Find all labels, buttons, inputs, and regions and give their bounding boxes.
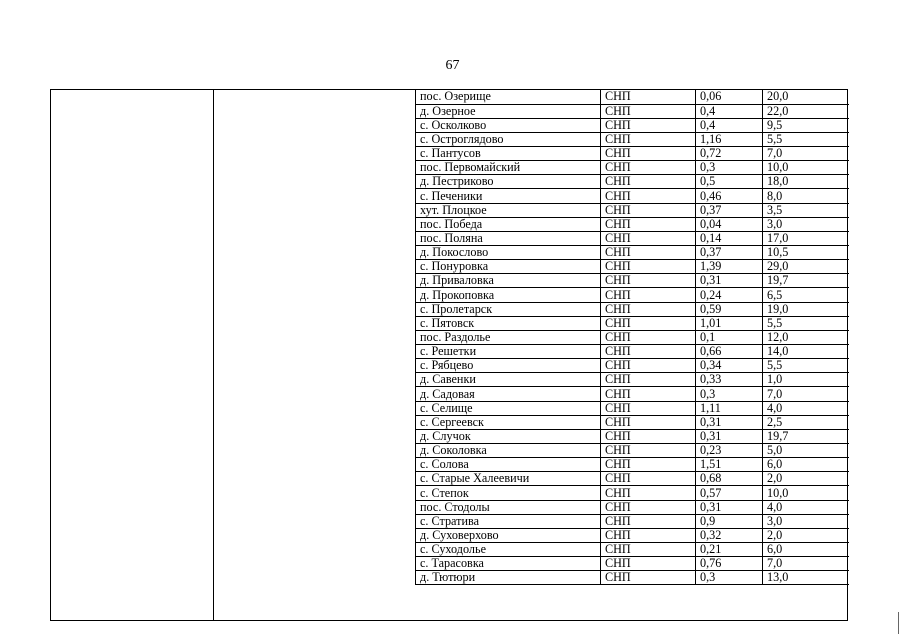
distance-cell: 10,0 [763, 486, 849, 500]
scan-edge-mark [898, 612, 899, 634]
settlement-name-cell: с. Печеники [416, 189, 601, 203]
type-cell: СНП [601, 543, 696, 557]
table-row [416, 246, 849, 260]
type-cell: СНП [601, 217, 696, 231]
type-cell: СНП [601, 444, 696, 458]
area-cell: 0,33 [696, 373, 763, 387]
table-row [416, 514, 849, 528]
table-row [416, 288, 849, 302]
distance-cell: 3,5 [763, 203, 849, 217]
type-cell: СНП [601, 316, 696, 330]
type-cell: СНП [601, 429, 696, 443]
settlement-name-cell: с. Решетки [416, 345, 601, 359]
distance-cell: 4,0 [763, 500, 849, 514]
area-cell: 0,59 [696, 302, 763, 316]
distance-cell: 2,0 [763, 472, 849, 486]
table-row [416, 260, 849, 274]
distance-cell: 5,5 [763, 316, 849, 330]
table-row [416, 147, 849, 161]
area-cell: 1,39 [696, 260, 763, 274]
table-row [416, 217, 849, 231]
type-cell: СНП [601, 231, 696, 245]
type-cell: СНП [601, 90, 696, 104]
table-row [416, 557, 849, 571]
settlement-name-cell: пос. Стодолы [416, 500, 601, 514]
type-cell: СНП [601, 387, 696, 401]
settlement-name-cell: д. Озерное [416, 104, 601, 118]
area-cell: 0,31 [696, 500, 763, 514]
table-row [416, 373, 849, 387]
area-cell: 0,34 [696, 359, 763, 373]
settlement-name-cell: с. Пятовск [416, 316, 601, 330]
table-row [416, 302, 849, 316]
settlement-name-cell: пос. Победа [416, 217, 601, 231]
type-cell: СНП [601, 288, 696, 302]
settlement-name-cell: пос. Поляна [416, 231, 601, 245]
area-cell: 0,31 [696, 415, 763, 429]
table-row [416, 429, 849, 443]
settlement-name-cell: пос. Озерище [416, 90, 601, 104]
table-row [416, 528, 849, 542]
type-cell: СНП [601, 359, 696, 373]
area-cell: 0,4 [696, 104, 763, 118]
table-row [416, 118, 849, 132]
distance-cell: 5,0 [763, 444, 849, 458]
table-row [416, 444, 849, 458]
distance-cell: 17,0 [763, 231, 849, 245]
settlement-name-cell: д. Садовая [416, 387, 601, 401]
area-cell: 1,01 [696, 316, 763, 330]
type-cell: СНП [601, 345, 696, 359]
type-cell: СНП [601, 373, 696, 387]
area-cell: 0,37 [696, 203, 763, 217]
settlement-name-cell: с. Суходолье [416, 543, 601, 557]
column-divider [213, 90, 214, 620]
distance-cell: 4,0 [763, 401, 849, 415]
type-cell: СНП [601, 528, 696, 542]
distance-cell: 1,0 [763, 373, 849, 387]
area-cell: 0,31 [696, 429, 763, 443]
settlement-name-cell: д. Соколовка [416, 444, 601, 458]
type-cell: СНП [601, 472, 696, 486]
area-cell: 0,23 [696, 444, 763, 458]
table-row [416, 316, 849, 330]
distance-cell: 6,0 [763, 543, 849, 557]
type-cell: СНП [601, 486, 696, 500]
distance-cell: 7,0 [763, 557, 849, 571]
table-row [416, 472, 849, 486]
settlement-name-cell: д. Пестриково [416, 175, 601, 189]
table-row [416, 90, 849, 104]
type-cell: СНП [601, 458, 696, 472]
settlement-name-cell: с. Рябцево [416, 359, 601, 373]
table-row [416, 104, 849, 118]
area-cell: 0,1 [696, 330, 763, 344]
type-cell: СНП [601, 330, 696, 344]
area-cell: 0,66 [696, 345, 763, 359]
page-number: 67 [445, 58, 460, 73]
type-cell: СНП [601, 302, 696, 316]
area-cell: 0,21 [696, 543, 763, 557]
distance-cell: 3,0 [763, 514, 849, 528]
area-cell: 1,16 [696, 132, 763, 146]
table-row [416, 189, 849, 203]
type-cell: СНП [601, 260, 696, 274]
type-cell: СНП [601, 500, 696, 514]
distance-cell: 19,7 [763, 274, 849, 288]
area-cell: 0,06 [696, 90, 763, 104]
table-row [416, 330, 849, 344]
distance-cell: 19,7 [763, 429, 849, 443]
settlement-name-cell: хут. Плоцкое [416, 203, 601, 217]
distance-cell: 5,5 [763, 359, 849, 373]
type-cell: СНП [601, 557, 696, 571]
settlement-name-cell: с. Остроглядово [416, 132, 601, 146]
settlement-name-cell: с. Старые Халеевичи [416, 472, 601, 486]
area-cell: 1,51 [696, 458, 763, 472]
distance-cell: 2,0 [763, 528, 849, 542]
area-cell: 0,72 [696, 147, 763, 161]
type-cell: СНП [601, 274, 696, 288]
distance-cell: 3,0 [763, 217, 849, 231]
area-cell: 0,46 [696, 189, 763, 203]
distance-cell: 19,0 [763, 302, 849, 316]
settlement-name-cell: д. Тютюри [416, 571, 601, 585]
type-cell: СНП [601, 514, 696, 528]
type-cell: СНП [601, 161, 696, 175]
type-cell: СНП [601, 132, 696, 146]
distance-cell: 29,0 [763, 260, 849, 274]
area-cell: 0,37 [696, 246, 763, 260]
distance-cell: 6,5 [763, 288, 849, 302]
settlement-name-cell: д. Савенки [416, 373, 601, 387]
settlement-name-cell: с. Степок [416, 486, 601, 500]
distance-cell: 10,5 [763, 246, 849, 260]
distance-cell: 5,5 [763, 132, 849, 146]
area-cell: 0,9 [696, 514, 763, 528]
area-cell: 0,5 [696, 175, 763, 189]
settlement-name-cell: с. Осколково [416, 118, 601, 132]
type-cell: СНП [601, 118, 696, 132]
area-cell: 0,3 [696, 387, 763, 401]
settlement-name-cell: с. Солова [416, 458, 601, 472]
distance-cell: 6,0 [763, 458, 849, 472]
settlement-name-cell: д. Случок [416, 429, 601, 443]
distance-cell: 7,0 [763, 387, 849, 401]
distance-cell: 14,0 [763, 345, 849, 359]
settlement-name-cell: с. Селище [416, 401, 601, 415]
settlement-name-cell: д. Суховерхово [416, 528, 601, 542]
settlements-table [415, 90, 849, 585]
table-row [416, 231, 849, 245]
area-cell: 0,24 [696, 288, 763, 302]
table-row [416, 571, 849, 585]
distance-cell: 8,0 [763, 189, 849, 203]
type-cell: СНП [601, 147, 696, 161]
distance-cell: 9,5 [763, 118, 849, 132]
table-row [416, 161, 849, 175]
settlement-name-cell: пос. Первомайский [416, 161, 601, 175]
distance-cell: 2,5 [763, 415, 849, 429]
area-cell: 0,76 [696, 557, 763, 571]
type-cell: СНП [601, 571, 696, 585]
table-row [416, 203, 849, 217]
type-cell: СНП [601, 415, 696, 429]
area-cell: 0,68 [696, 472, 763, 486]
type-cell: СНП [601, 246, 696, 260]
table-row [416, 274, 849, 288]
distance-cell: 10,0 [763, 161, 849, 175]
table-row [416, 543, 849, 557]
table-body [416, 90, 849, 585]
table-row [416, 401, 849, 415]
type-cell: СНП [601, 401, 696, 415]
settlement-name-cell: с. Пантусов [416, 147, 601, 161]
area-cell: 0,57 [696, 486, 763, 500]
settlement-name-cell: пос. Раздолье [416, 330, 601, 344]
settlement-name-cell: с. Понуровка [416, 260, 601, 274]
area-cell: 0,04 [696, 217, 763, 231]
distance-cell: 7,0 [763, 147, 849, 161]
area-cell: 0,14 [696, 231, 763, 245]
table-row [416, 500, 849, 514]
settlement-name-cell: с. Сергеевск [416, 415, 601, 429]
area-cell: 0,4 [696, 118, 763, 132]
settlement-name-cell: с. Стратива [416, 514, 601, 528]
type-cell: СНП [601, 189, 696, 203]
table-row [416, 345, 849, 359]
distance-cell: 18,0 [763, 175, 849, 189]
distance-cell: 22,0 [763, 104, 849, 118]
table-row [416, 175, 849, 189]
settlement-name-cell: д. Прокоповка [416, 288, 601, 302]
area-cell: 0,31 [696, 274, 763, 288]
type-cell: СНП [601, 104, 696, 118]
area-cell: 0,3 [696, 161, 763, 175]
table-row [416, 415, 849, 429]
area-cell: 1,11 [696, 401, 763, 415]
settlement-name-cell: д. Покослово [416, 246, 601, 260]
type-cell: СНП [601, 203, 696, 217]
distance-cell: 20,0 [763, 90, 849, 104]
table-row [416, 387, 849, 401]
distance-cell: 13,0 [763, 571, 849, 585]
settlement-name-cell: с. Тарасовка [416, 557, 601, 571]
area-cell: 0,32 [696, 528, 763, 542]
table-row [416, 359, 849, 373]
type-cell: СНП [601, 175, 696, 189]
table-frame [50, 89, 848, 621]
settlement-name-cell: д. Приваловка [416, 274, 601, 288]
table-row [416, 132, 849, 146]
table-row [416, 458, 849, 472]
distance-cell: 12,0 [763, 330, 849, 344]
area-cell: 0,3 [696, 571, 763, 585]
table-row [416, 486, 849, 500]
settlement-name-cell: с. Пролетарск [416, 302, 601, 316]
